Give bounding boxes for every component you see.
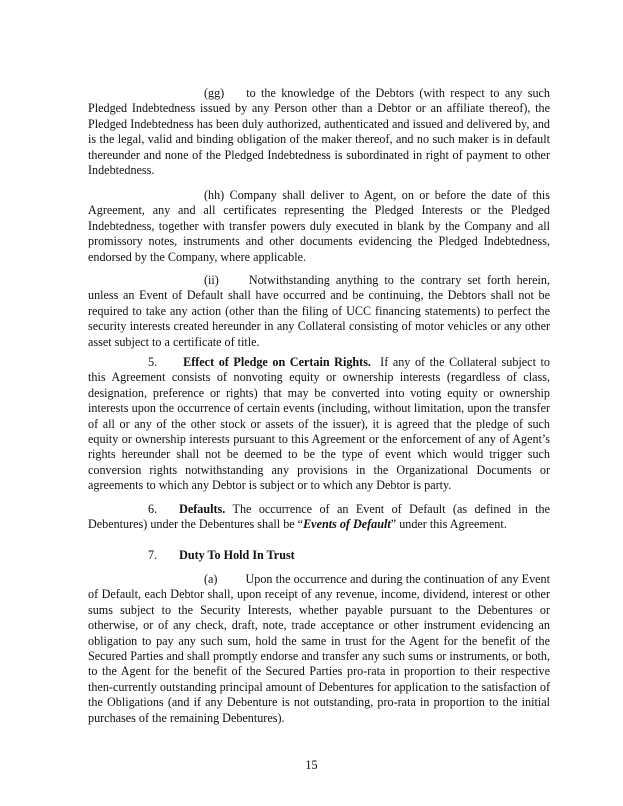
section-7-sub-a-marker: (a) [204, 572, 218, 586]
paragraph-ii [88, 273, 550, 350]
paragraph-gg-text: to the knowledge of the Debtors (with respect to any such Pledged Indebtedness issued by any Person other than a Debtor or an affiliate thereof), the Pledged Indebtedness has been duly authorized, authenticated and issued and delivered by, and is the legal, valid and binding obligation of the maker thereof, and no such maker is in default thereunder and none of the Pledged Indebtedness is subordinated in right of payment to other Indebtedness. [88, 86, 550, 178]
paragraph-hh-marker: (hh) [204, 188, 225, 202]
paragraph-hh-text: Company shall deliver to Agent, on or before the date of this Agreement, any and all certificates representing the Pledged Interests or the Pledged Indebtedness, together with transfer powers duly executed in blank by the Company and all promissory notes, instruments and other documents evidencing the Pledged Indebtedness, endorsed by the Company, where applicable. [88, 188, 550, 264]
section-5-heading: Effect of Pledge on Certain Rights [183, 355, 368, 369]
paragraph-gg-marker: (gg) [204, 86, 225, 100]
paragraph-hh [88, 188, 550, 265]
section-6: 6. Defaults. The occurrence of an Event of Default (as defined in the Debentures) under the Debentures shall be “Events of Default” under this Agreement. [88, 502, 550, 532]
section-7-sub-a-text: Upon the occurrence and during the continuation of any Event of Default, each Debtor shall, upon receipt of any revenue, income, dividend, interest or other sums subject to the Security Interests, whether payable pursuant to the Debentures or otherwise, or of any check, draft, note, trade acceptance or other instrument evidencing an obligation to pay any such sum, hold the same in trust for the Agent for the benefit of the Secured Parties and shall promptly endorse and transfer any such sums or instruments, or both, to the Agent for the benefit of the Secured Parties pro-rata in proportion to their respective then-currently outstanding principal amount of Debentures for application to the satisfaction of the Obligations (and if any Debenture is not outstanding, pro-rata in proportion to the initial purchases of the remaining Debentures). [88, 572, 550, 725]
section-6-text-after: ” under this Agreement. [390, 517, 507, 532]
section-5-text: If any of the Collateral subject to this Agreement consists of nonvoting equity or ownership interests (regardless of class, designation, preference or rights) that may be converted into voting equity or ownership interests upon the occurrence of certain events (including, without limitation, upon the transfer of all or any of the other stock or assets of the issuer), it is agreed that the pledge of such equity or ownership interests pursuant to this Agreement or the enforcement of any of Agent’s rights hereunder shall not be deemed to be the type of event which would trigger such conversion rights notwithstanding any provisions in the Organizational Documents or agreements to which any Debtor is subject or to which any Debtor is party. [88, 355, 550, 493]
section-6-number: 6. [148, 502, 158, 516]
section-6-defined-term: Events of Default [303, 517, 391, 532]
paragraph-ii-text: Notwithstanding anything to the contrary set forth herein, unless an Event of Default shall have occurred and be continuing, the Debtors shall not be required to take any action (other than the filing of UCC financing statements) to perfect the security interests created hereunder in any Collateral consisting of motor vehicles or any other asset subject to a certificate of title. [88, 273, 550, 349]
section-6-heading: Defaults [179, 502, 223, 516]
paragraph-gg [88, 86, 550, 178]
section-5: 5. Effect of Pledge on Certain Rights. If any of the Collateral subject to this Agreement consists of nonvoting equity or ownership interests (regardless of class, designation, preference or rights) that may be converted into voting equity or ownership interests upon the occurrence of certain events (including, without limitation, upon the transfer of all or any of the other stock or assets of the issuer), it is agreed that the pledge of such equity or ownership interests pursuant to this Agreement or the enforcement of any of Agent’s rights hereunder shall not be deemed to be the type of event which would trigger such conversion rights notwithstanding any provisions in the Organizational Documents or agreements to which any Debtor is subject or to which any Debtor is party. [88, 355, 550, 493]
section-7-number: 7. [148, 548, 158, 562]
section-7 [88, 548, 550, 563]
section-6-text-before: The occurrence of an Event of Default (as defined in the Debentures) under the Debentures shall be “ [88, 502, 550, 532]
section-5-number: 5. [148, 355, 158, 369]
section-7-sub-a [88, 572, 550, 726]
page-number: 15 [305, 758, 318, 772]
paragraph-ii-marker: (ii) [204, 273, 219, 287]
section-7-heading: Duty To Hold In Trust [179, 548, 295, 562]
